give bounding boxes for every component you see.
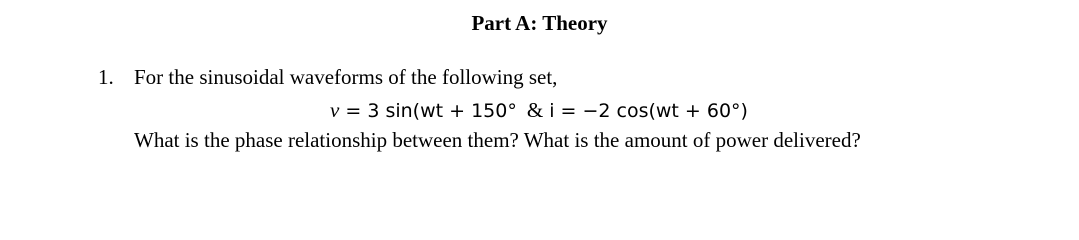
question-number: 1. (98, 65, 114, 89)
voltage-expression: = 3 sin(wt + 150° (339, 100, 517, 122)
question-intro: For the sinusoidal waveforms of the following set, (134, 65, 558, 89)
equation-connector: & (526, 98, 544, 122)
waveform-equations (330, 97, 748, 124)
current-expression: i = −2 cos(wt + 60°) (549, 100, 748, 122)
question-prompt: What is the phase relationship between them? What is the amount of power delivered? (134, 128, 861, 152)
voltage-variable: v (330, 98, 340, 122)
page-title: Part A: Theory (471, 11, 608, 35)
